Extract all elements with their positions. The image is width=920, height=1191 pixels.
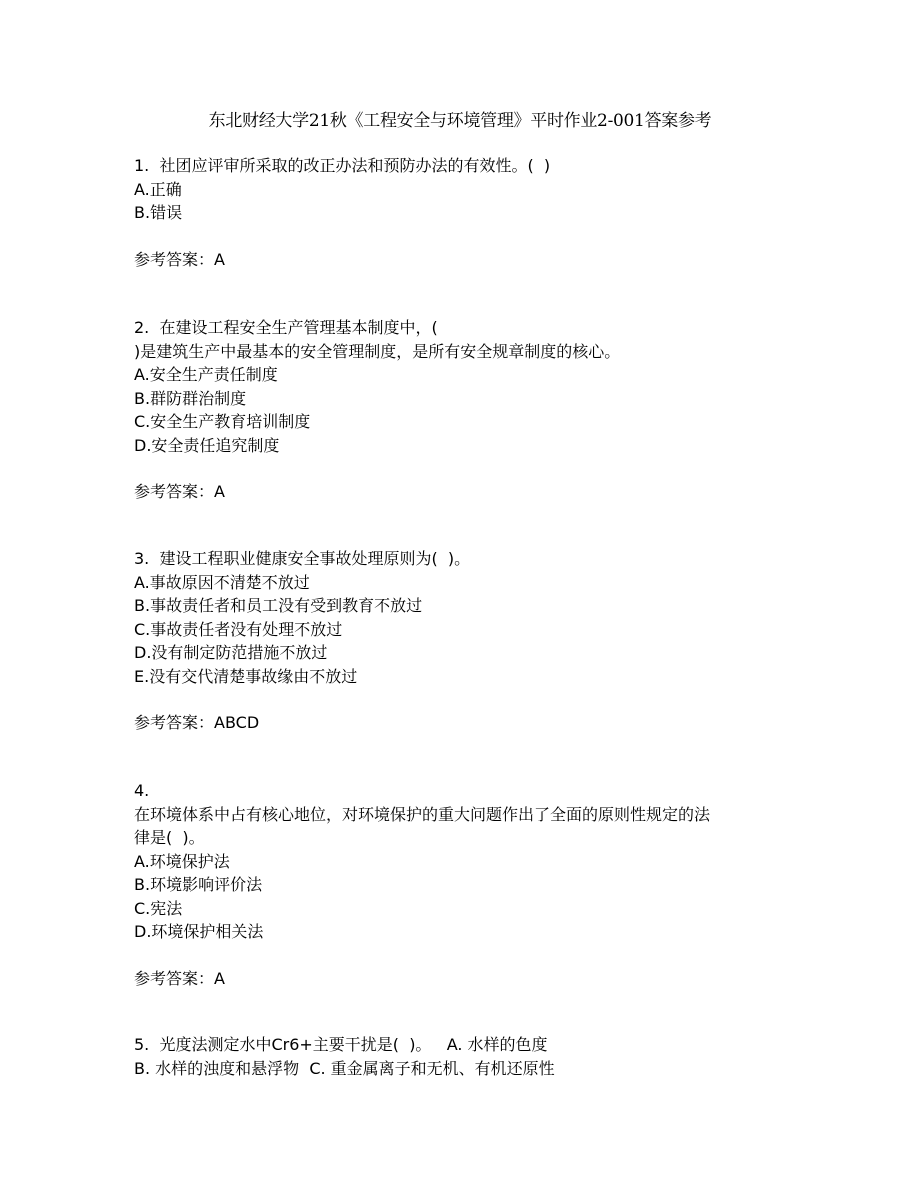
option-d: D.没有制定防范措施不放过 [134, 643, 328, 662]
option-b: B.事故责任者和员工没有受到教育不放过 [134, 596, 423, 615]
question-stem: 2. 在建设工程安全生产管理基本制度中，( [134, 318, 438, 337]
option-b: B.环境影响评价法 [134, 875, 263, 894]
option-a: A.正确 [134, 179, 182, 199]
question-stem-continued: 律是( )。 [134, 828, 205, 847]
option-a: A.环境保护法 [134, 851, 230, 871]
question-stem-continued: B. 水样的浊度和悬浮物 C. 重金属离子和无机、有机还原性 [134, 1058, 555, 1078]
question-2 [134, 316, 794, 457]
option-b: B.错误 [134, 203, 183, 222]
question-3 [134, 547, 794, 688]
question-stem-continued: )是建筑生产中最基本的安全管理制度，是所有安全规章制度的核心。 [134, 341, 621, 361]
question-stem: 5. 光度法测定水中Cr6+主要干扰是( )。 A. 水样的色度 [134, 1035, 548, 1054]
answer-4: 参考答案：A [134, 969, 225, 988]
option-c: C.事故责任者没有处理不放过 [134, 619, 343, 639]
question-1 [134, 154, 794, 225]
option-a: A.事故原因不清楚不放过 [134, 572, 310, 592]
question-stem: 3. 建设工程职业健康安全事故处理原则为( )。 [134, 549, 471, 568]
document-title: 东北财经大学21秋《工程安全与环境管理》平时作业2-001答案参考 [208, 111, 712, 131]
option-b: B.群防群治制度 [134, 388, 247, 408]
option-e: E.没有交代清楚事故缘由不放过 [134, 666, 358, 686]
option-a: A.安全生产责任制度 [134, 365, 278, 384]
question-5 [134, 1033, 794, 1080]
option-c: C.安全生产教育培训制度 [134, 412, 311, 431]
answer-2: 参考答案：A [134, 482, 225, 501]
option-d: D.安全责任追究制度 [134, 435, 280, 455]
question-stem: 在环境体系中占有核心地位，对环境保护的重大问题作出了全面的原则性规定的法 [134, 804, 711, 824]
answer-3: 参考答案：ABCD [134, 713, 260, 732]
option-c: C.宪法 [134, 898, 183, 918]
question-stem: 1. 社团应评审所采取的改正办法和预防办法的有效性。( ) [134, 156, 551, 175]
question-number: 4. [134, 781, 150, 800]
option-d: D.环境保护相关法 [134, 922, 264, 941]
answer-1: 参考答案：A [134, 250, 225, 269]
question-4 [134, 779, 794, 944]
